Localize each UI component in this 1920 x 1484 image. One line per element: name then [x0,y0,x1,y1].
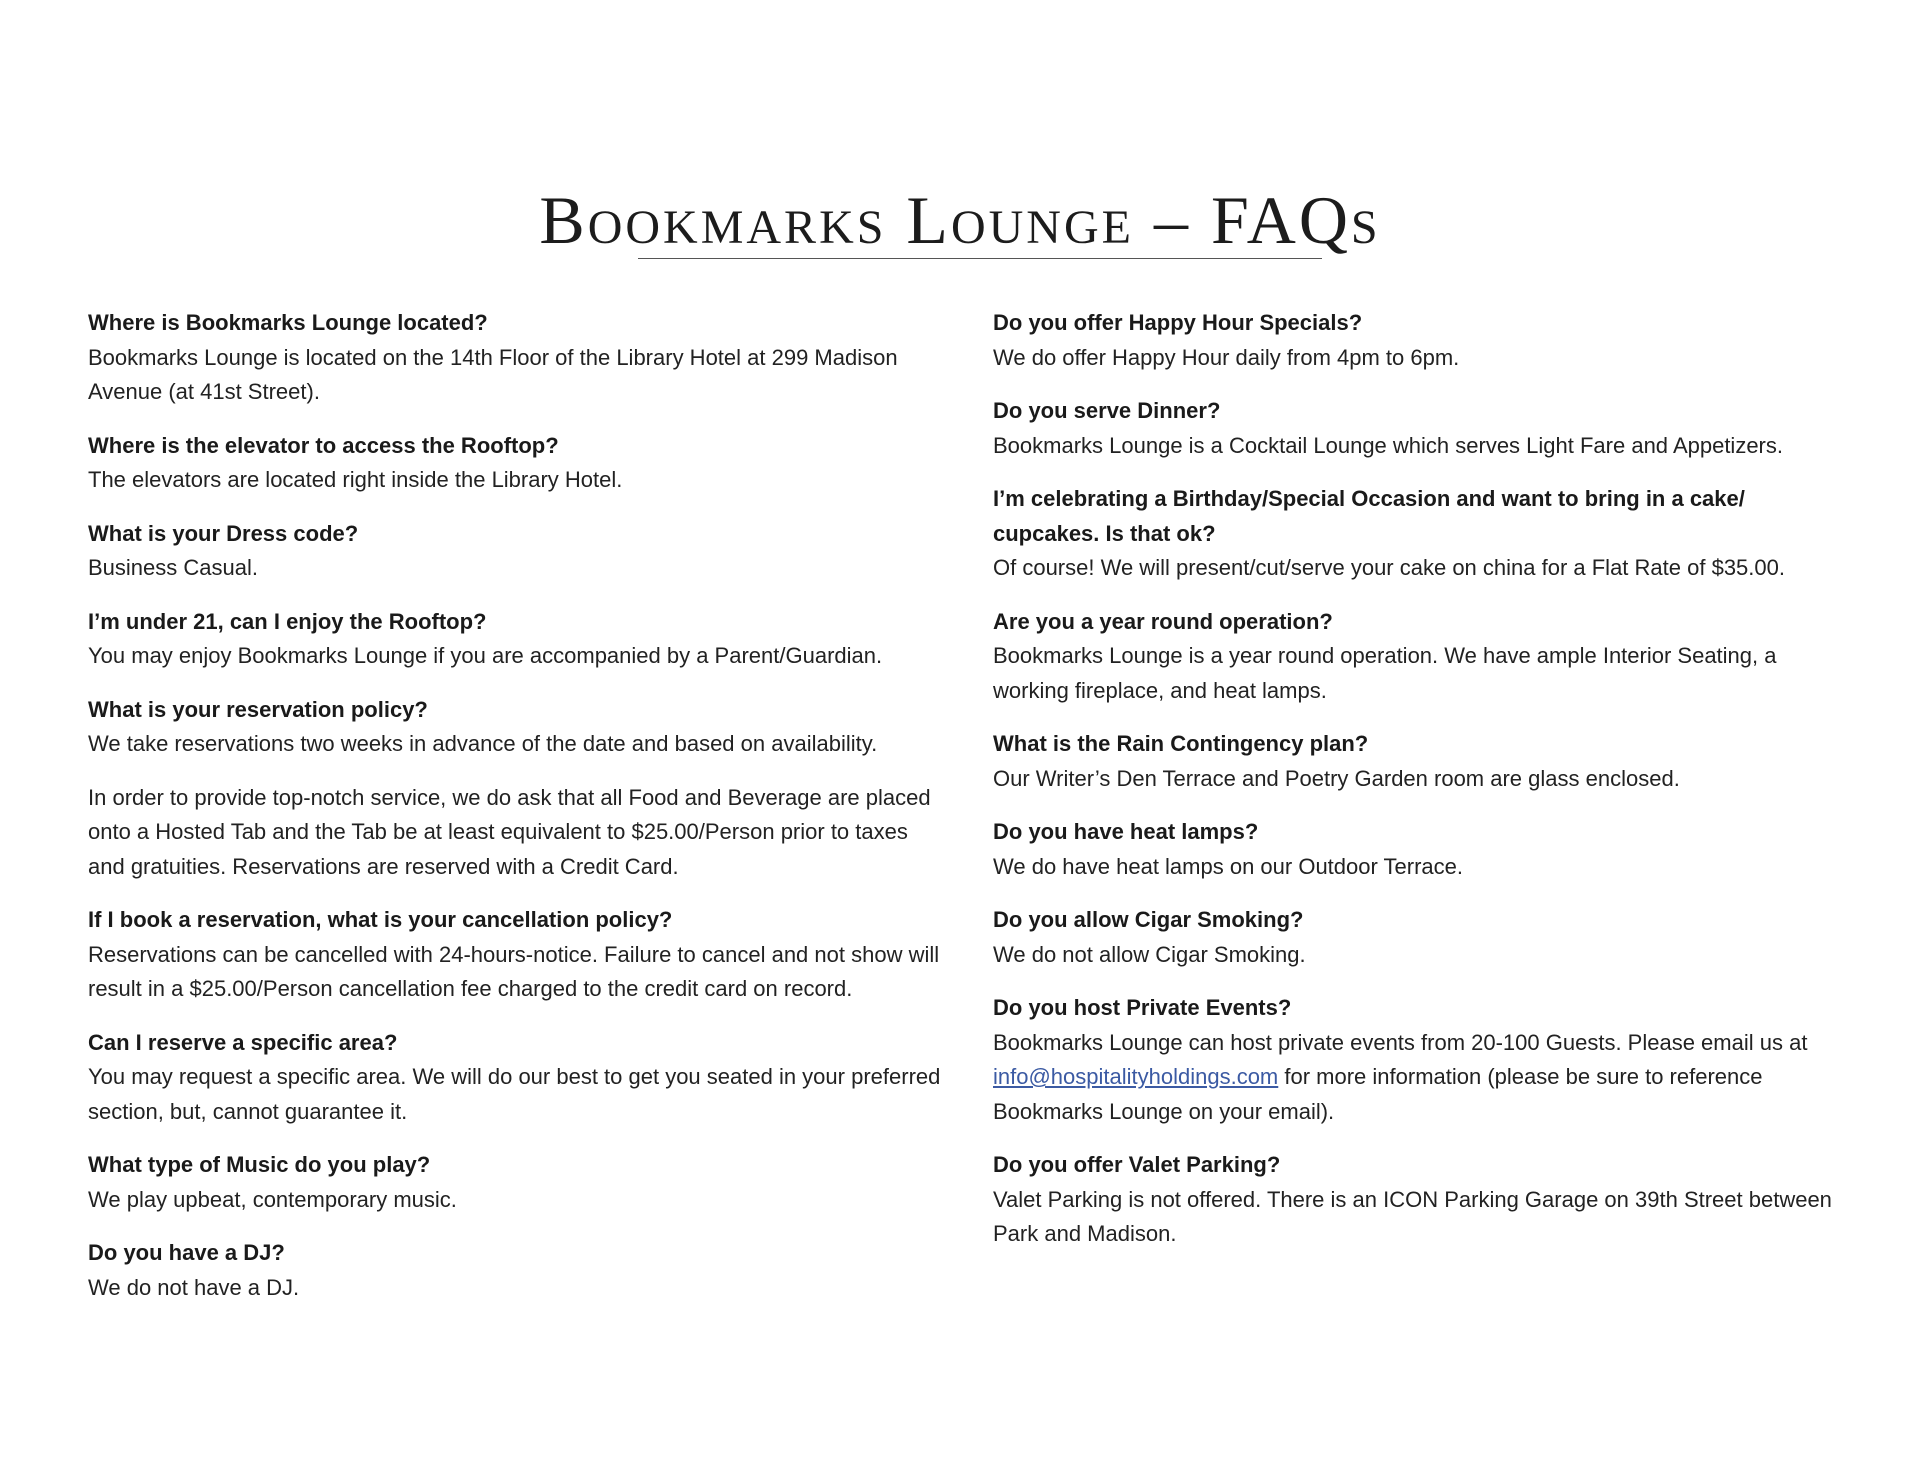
faq-answer: Bookmarks Lounge is a year round operation. We have ample Interior Seating, a working fireplace, and heat lamps. [993,643,1777,703]
faq-question: Can I reserve a specific area? [88,1029,398,1055]
faq-answer: Bookmarks Lounge is a Cocktail Lounge which serves Light Fare and Appetizers. [993,432,1783,458]
faq-answer: Business Casual. [88,555,258,580]
faq-answer: We take reservations two weeks in advance of the date and based on availability. [88,731,878,756]
faq-question: Do you allow Cigar Smoking? [993,907,1304,932]
answer-text-after: for more information (please be sure to reference Bookmarks Lounge on your email). [993,1064,1763,1124]
faq-question: Do you offer Valet Parking? [993,1152,1281,1177]
faq-item-heat-lamps [993,815,1833,884]
answer-text-before: Bookmarks Lounge can host private events from 20-100 Guests. Please email us at [993,1029,1808,1055]
faq-question: What is your reservation policy? [88,696,428,722]
faq-column-left [88,306,948,1324]
faq-question: I’m celebrating a Birthday/Special Occasion and want to bring in a cake/ cupcakes. Is that ok? [993,486,1745,546]
faq-answer: You may request a specific area. We will do our best to get you seated in your preferred section, but, cannot guarantee it. [88,1064,941,1124]
faq-answer: You may enjoy Bookmarks Lounge if you are accompanied by a Parent/Guardian. [88,643,883,668]
faq-question: I’m under 21, can I enjoy the Rooftop? [88,608,487,634]
faq-answer: We play upbeat, contemporary music. [88,1186,457,1212]
page-header [0,180,1920,260]
faq-answer: Valet Parking is not offered. There is an ICON Parking Garage on 39th Street between Park and Madison. [993,1186,1832,1246]
faq-answer: We do have heat lamps on our Outdoor Terrace. [993,853,1464,879]
faq-question: What type of Music do you play? [88,1152,431,1177]
faq-question: Where is Bookmarks Lounge located? [88,310,488,335]
faq-answer: We do not have a DJ. [88,1274,300,1300]
faq-item-dinner [993,394,1833,463]
faq-item-private-events [993,991,1833,1129]
faq-question: What is the Rain Contingency plan? [993,731,1369,756]
faq-item-cancellation [88,903,948,1007]
faq-item-valet [993,1148,1833,1252]
faq-item-year-round [993,605,1833,709]
faq-item-reservation-policy [88,693,948,885]
faq-question: Do you offer Happy Hour Specials? [993,310,1363,335]
faq-item-birthday-cake [993,482,1833,586]
title-underline [638,258,1322,259]
faq-question: Do you serve Dinner? [993,398,1221,423]
faq-item-location [88,306,948,410]
faq-question: If I book a reservation, what is your cancellation policy? [88,907,673,932]
faq-question: Do you host Private Events? [993,995,1292,1020]
faq-question: Are you a year round operation? [993,608,1333,634]
faq-item-cigar [993,903,1833,972]
faq-answer: Our Writer’s Den Terrace and Poetry Garden room are glass enclosed. [993,765,1680,791]
faq-answer: We do not allow Cigar Smoking. [993,941,1306,967]
page-title: Bookmarks Lounge – FAQs [539,182,1381,258]
faq-answer: The elevators are located right inside the Library Hotel. [88,467,623,492]
faq-question: Do you have a DJ? [88,1240,285,1265]
faq-answer-continued: In order to provide top-notch service, we do ask that all Food and Beverage are placed onto a Hosted Tab and the Tab be at least equivalent to $25.00/Person prior to taxes and gratuities. Reservations are reserved with a Credit Card. [88,784,931,879]
faq-item-specific-area [88,1026,948,1130]
faq-item-under-21 [88,605,948,674]
faq-column-right [993,306,1833,1271]
faq-answer: We do offer Happy Hour daily from 4pm to 6pm. [993,344,1460,370]
faq-item-dj [88,1236,948,1305]
faq-answer [993,1026,1833,1130]
faq-item-dress-code [88,517,948,586]
faq-answer: Reservations can be cancelled with 24-hours-notice. Failure to cancel and not show will result in a $25.00/Person cancellation fee charged to the credit card on record. [88,941,940,1001]
faq-item-elevator [88,429,948,498]
faq-answer: Bookmarks Lounge is located on the 14th Floor of the Library Hotel at 299 Madison Avenue (at 41st Street). [88,344,898,404]
faq-item-rain-plan [993,727,1833,796]
faq-item-happy-hour [993,306,1833,375]
faq-question: Where is the elevator to access the Rooftop? [88,432,559,458]
faq-answer: Of course! We will present/cut/serve your cake on china for a Flat Rate of $35.00. [993,555,1785,580]
email-link[interactable]: info@hospitalityholdings.com [993,1064,1279,1089]
faq-item-music [88,1148,948,1217]
faq-question: Do you have heat lamps? [993,819,1259,844]
faq-question: What is your Dress code? [88,520,359,546]
